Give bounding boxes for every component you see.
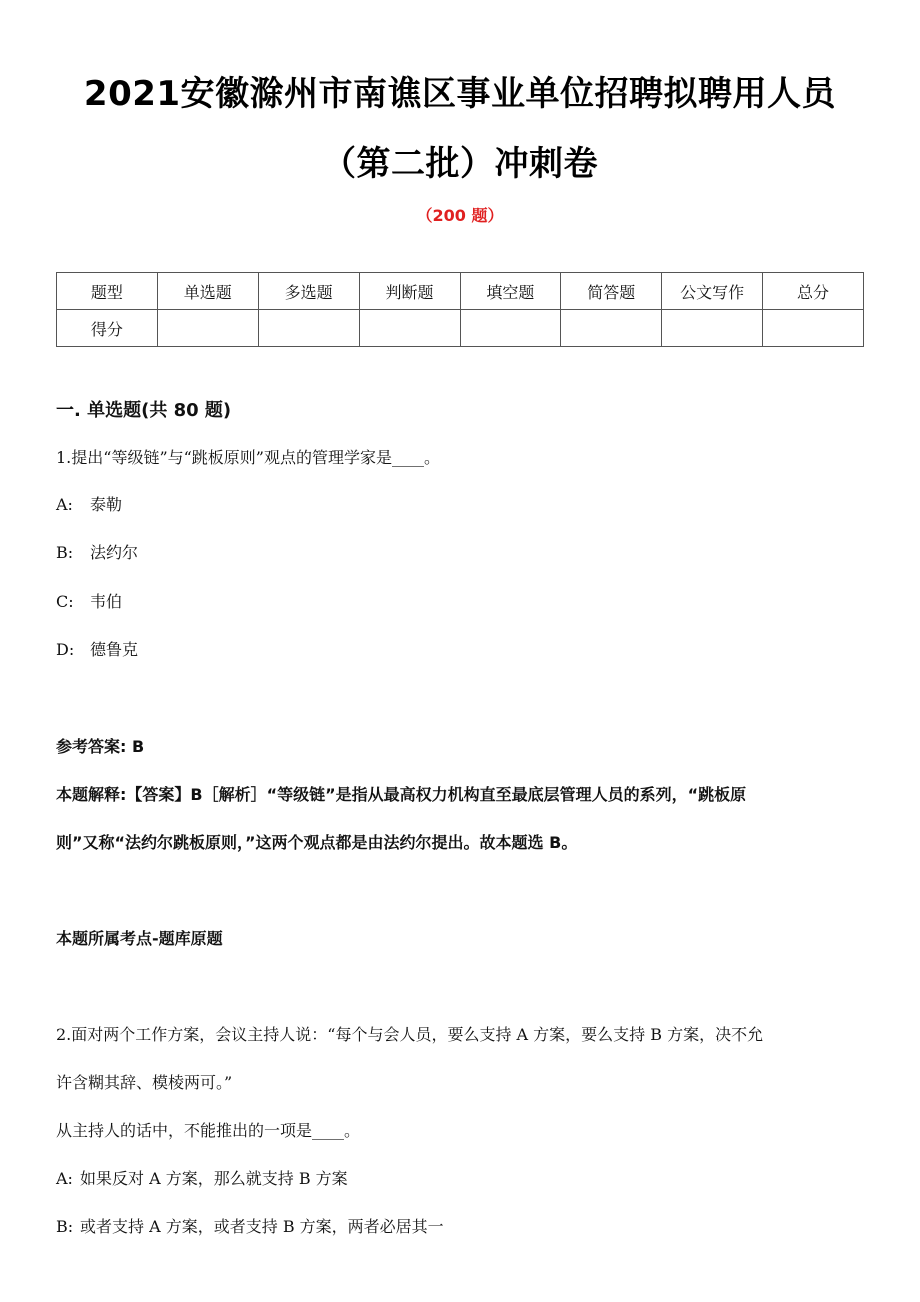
option-label: C: — [56, 592, 74, 611]
question-1-option-a — [56, 492, 122, 515]
question-1-topic: 本题所属考点-题库原题 — [56, 929, 223, 948]
score-cell — [157, 310, 258, 347]
option-text: 或者支持 A 方案，或者支持 B 方案，两者必居其一 — [80, 1217, 444, 1236]
page-title-line-1: 2021安徽滁州市南谯区事业单位招聘拟聘用人员 — [83, 74, 837, 114]
question-1-explanation-line-2: 则”又称“法约尔跳板原则，”这两个观点都是由法约尔提出。故本题选 B。 — [56, 833, 578, 852]
header-cell: 总分 — [763, 273, 864, 310]
question-2-option-a — [56, 1166, 348, 1189]
score-table-score-row — [57, 310, 864, 347]
question-2-option-b — [56, 1214, 444, 1237]
score-cell — [561, 310, 662, 347]
score-cell — [662, 310, 763, 347]
question-2-text-line-2: 许含糊其辞、模棱两可。” — [56, 1073, 233, 1092]
page-title-line-2: （第二批）冲刺卷 — [322, 144, 598, 184]
score-cell-label: 得分 — [57, 310, 158, 347]
score-cell — [359, 310, 460, 347]
score-cell — [460, 310, 561, 347]
question-1-option-b — [56, 540, 138, 563]
question-1-answer: 参考答案: B — [56, 737, 145, 756]
header-cell: 单选题 — [157, 273, 258, 310]
question-1-text: 1.提出“等级链”与“跳板原则”观点的管理学家是____。 — [56, 448, 440, 467]
option-label: B: — [56, 543, 74, 562]
option-text: 德鲁克 — [90, 640, 139, 659]
option-label: B: — [56, 1217, 74, 1236]
option-text: 法约尔 — [90, 543, 139, 562]
question-1-explanation-line-1: 本题解释:【答案】B［解析］“等级链”是指从最高权力机构直至最底层管理人员的系列，“跳板原 — [56, 785, 747, 804]
header-cell: 填空题 — [460, 273, 561, 310]
question-2-text-line-1: 2.面对两个工作方案，会议主持人说：“每个与会人员，要么支持 A 方案，要么支持 B 方案，决不允 — [56, 1025, 764, 1044]
score-cell — [258, 310, 359, 347]
header-cell: 多选题 — [258, 273, 359, 310]
section-heading: 一. 单选题(共 80 题) — [56, 400, 232, 421]
header-cell: 判断题 — [359, 273, 460, 310]
option-label: D: — [56, 640, 75, 659]
question-2-text-line-3: 从主持人的话中，不能推出的一项是____。 — [56, 1121, 361, 1140]
header-cell: 公文写作 — [662, 273, 763, 310]
question-1-option-d — [56, 637, 138, 660]
option-label: A: — [56, 495, 73, 514]
score-cell — [763, 310, 864, 347]
option-text: 泰勒 — [90, 495, 123, 514]
header-cell: 题型 — [57, 273, 158, 310]
score-table-header-row — [57, 273, 864, 310]
option-text: 韦伯 — [90, 592, 123, 611]
question-count: （200 题） — [416, 206, 504, 225]
score-table — [56, 272, 864, 347]
option-label: A: — [56, 1169, 73, 1188]
question-1-option-c — [56, 589, 122, 612]
header-cell: 简答题 — [561, 273, 662, 310]
option-text: 如果反对 A 方案，那么就支持 B 方案 — [80, 1169, 348, 1188]
